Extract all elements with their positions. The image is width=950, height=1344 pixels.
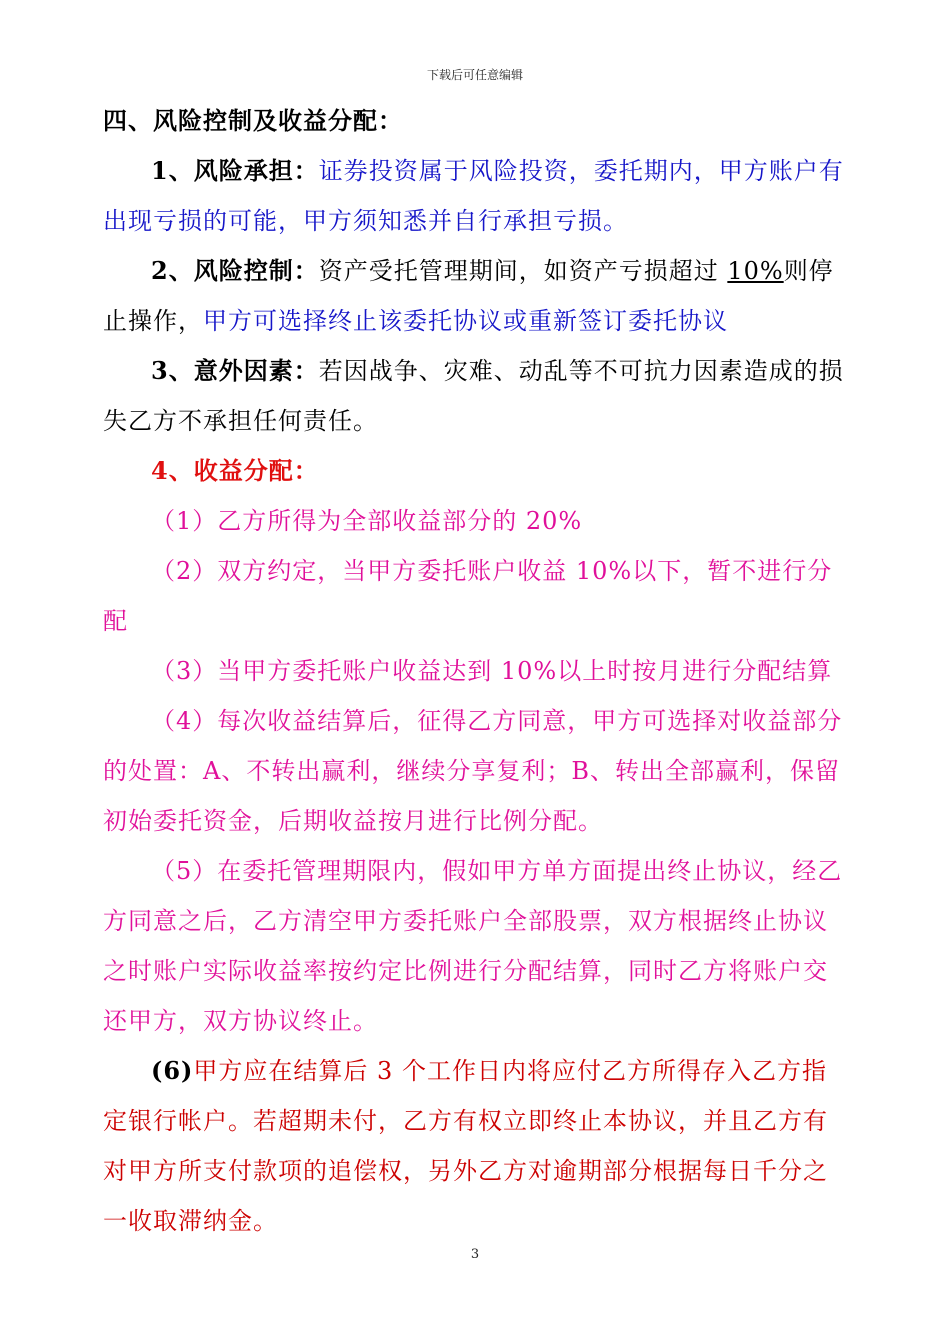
risk-control-text-c: 甲方可选择终止该委托协议或重新签订委托协议	[203, 307, 728, 335]
distribution-item-3: （3）当甲方委托账户收益达到 10%以上时按月进行分配结算	[151, 657, 833, 685]
risk-control-text-b: 则停止操作，	[103, 257, 834, 335]
force-majeure-label: 3、意外因素：	[151, 356, 319, 385]
risk-bearing-text: 证券投资属于风险投资，委托期内，甲方账户有出现亏损的可能，甲方须知悉并自行承担亏损。	[103, 157, 844, 235]
paragraph-risk-control	[103, 246, 850, 346]
item-6-text: 甲方应在结算后 3 个工作日内将应付乙方所得存入乙方指定银行帐户。若超期未付，乙方有权立即终止本协议，并且乙方有对甲方所支付款项的追偿权，另外乙方对逾期部分根据每日千分之一收取滞纳金。	[103, 1057, 828, 1235]
section-heading: 四、风险控制及收益分配：	[103, 106, 403, 135]
risk-bearing-label: 1、风险承担：	[151, 156, 319, 185]
force-majeure-text: 若因战争、灾难、动乱等不可抗力因素造成的损失乙方不承担任何责任。	[103, 357, 844, 435]
risk-control-label: 2、风险控制：	[151, 256, 319, 285]
distribution-item-1: （1）乙方所得为全部收益部分的 20%	[151, 507, 583, 535]
distribution-item-6	[103, 1046, 850, 1246]
distribution-item-5: （5）在委托管理期限内，假如甲方单方面提出终止协议，经乙方同意之后，乙方清空甲方委托账户全部股票，双方根据终止协议之时账户实际收益率按约定比例进行分配结算，同时乙方将账户交还甲方，双方协议终止。	[103, 857, 843, 1035]
risk-control-threshold: 10%	[727, 257, 784, 285]
document-body	[103, 96, 850, 1246]
risk-control-text-a: 资产受托管理期间，如资产亏损超过	[318, 257, 728, 285]
item-6-label: (6)	[151, 1056, 194, 1085]
distribution-item-2: （2）双方约定，当甲方委托账户收益 10%以下，暂不进行分配	[103, 557, 833, 635]
paragraph-risk-bearing	[103, 146, 850, 246]
profit-distribution-heading: 4、收益分配：	[151, 456, 319, 485]
page-header: 下载后可任意编辑	[426, 68, 523, 82]
paragraph-force-majeure	[103, 346, 850, 446]
page-number: 3	[470, 1247, 480, 1262]
distribution-item-4: （4）每次收益结算后，征得乙方同意，甲方可选择对收益部分的处置：A、不转出赢利，继续分享复利；B、转出全部赢利，保留初始委托资金，后期收益按月进行比例分配。	[103, 707, 843, 835]
